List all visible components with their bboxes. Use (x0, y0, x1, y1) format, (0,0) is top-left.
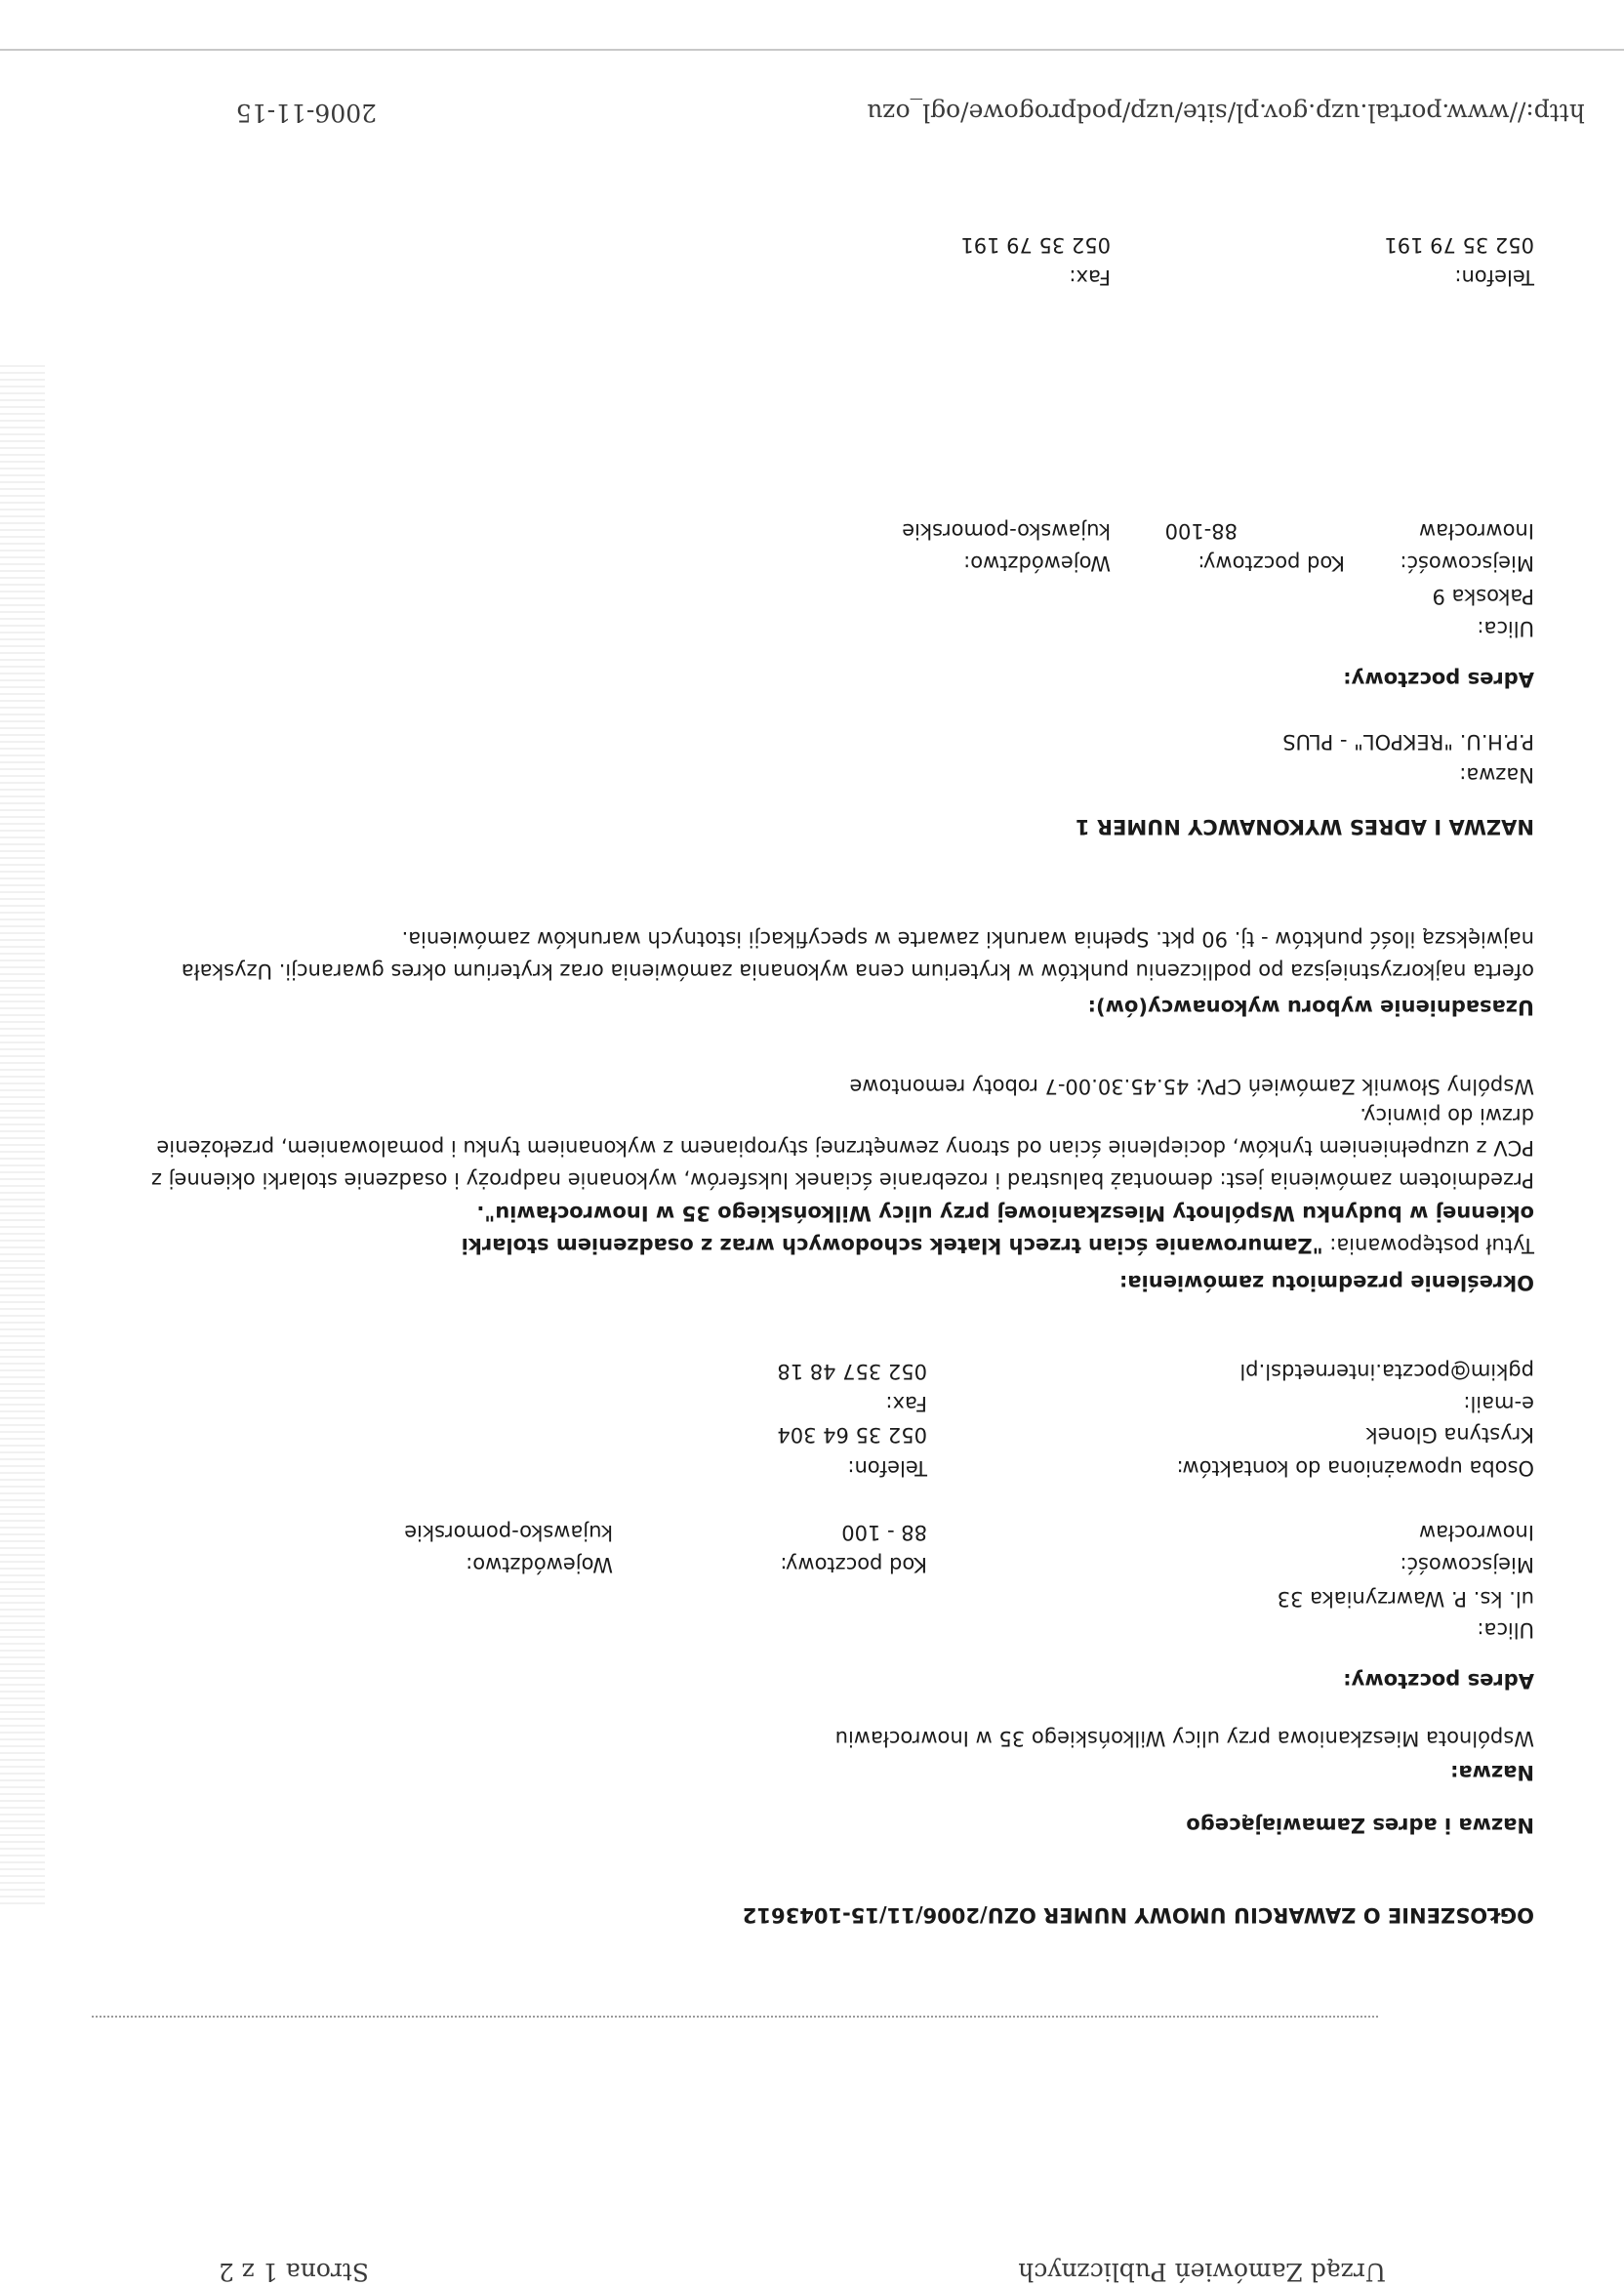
authority-street-label: Ulica: (1477, 1618, 1534, 1642)
contractor-fax-label: Fax: (1069, 265, 1111, 289)
authority-city-label: Miejscowość: (1400, 1553, 1534, 1576)
authority-email-label: e-mail: (1463, 1392, 1534, 1415)
contractor-postal-value: 88-100 (1164, 519, 1238, 543)
authority-voivodeship-label: Województwo: (466, 1553, 613, 1576)
contractor-voivodeship-label: Województwo: (963, 551, 1111, 575)
subject-title-bold-line1: "Zamurowanie ścian trzech klatek schodowych wraz z osadzeniem stolarki (461, 1234, 1323, 1257)
authority-contact-value: Krystyna Glonek (1365, 1423, 1534, 1447)
authority-phone-label: Telefon: (847, 1456, 927, 1480)
subject-title-prefix: Tytuł postępowania: (1322, 1234, 1534, 1257)
justification-text: oferta najkorzystniejsza po podliczeniu punktów w kryterium cena wykonania zamówienia oraz kryterium okres gwarancji. Uzyskała największą ilość punktów - tj. 90 pkt. Spełnia warunki zawarte w specyfikacji istotnych warunków zamówienia. (181, 927, 1534, 983)
contractor-phone-label: Telefon: (1454, 265, 1534, 289)
subject-title-bold-line2: okiennej w budynku Wspólnoty Mieszkaniowej przy ulicy Wilkońskiego 35 w Inowrocławiu". (476, 1202, 1534, 1225)
subject-cpv: Wspólny Słownik Zamówień CPV: 45.45.30.00-7 roboty remontowe (849, 1075, 1534, 1098)
authority-address-heading: Adres pocztowy: (1343, 1669, 1534, 1693)
contractor-street-value: Pakoska 9 (1432, 585, 1534, 608)
header-divider (92, 2016, 1378, 2018)
contractor-postal-label: Kod pocztowy: (1198, 551, 1345, 575)
authority-section-title: Nazwa i adres Zamawiającego (1186, 1814, 1534, 1837)
announcement-title: OGŁOSZENIE O ZAWARCIU UMOWY NUMER OZU/2006/11/15-1043612 (742, 1903, 1534, 1927)
authority-voivodeship-value: kujawsko-pomorskie (404, 1521, 613, 1544)
page-footer-date: 2006-11-15 (235, 99, 377, 127)
contractor-address-heading: Adres pocztowy: (1343, 668, 1534, 691)
subject-title (119, 1197, 1534, 1261)
page-header-page-number: Strona 1 z 2 (218, 2258, 369, 2286)
contractor-fax-value: 052 35 79 191 (960, 233, 1111, 257)
authority-street-value: ul. ks. P. Wawrzyniaka 33 (1277, 1587, 1534, 1611)
contractor-voivodeship-value: kujawsko-pomorskie (902, 519, 1111, 543)
authority-name-label: Nazwa: (1450, 1761, 1534, 1784)
justification-section-title: Uzasadnienie wyboru wykonawcy(ów): (1087, 996, 1534, 1019)
authority-contact-label: Osoba upoważniona do kontaktów: (1176, 1456, 1534, 1480)
contractor-name-label: Nazwa: (1459, 763, 1534, 787)
contractor-city-value: Inowrocław (1418, 519, 1534, 543)
contractor-phone-value: 052 35 79 191 (1384, 233, 1534, 257)
page-header-site: Urząd Zamówień Publicznych (1018, 2258, 1386, 2286)
footer-scan-edge (0, 49, 1624, 51)
authority-fax-label: Fax: (885, 1392, 927, 1415)
authority-email-value: pgkim@poczta.internetdsl.pl (1239, 1360, 1534, 1383)
contractor-name-value: P.P.H.U. "REKPOL" - PLUS (1282, 730, 1534, 754)
subject-description: Przedmiotem zamówienia jest: demontaż balustrad i rozebranie ścianek luksferów, wykonanie nadproży i osadzenie stolarki okiennej z PCV z uzupełnieniem tynków, docieplenie ścian od strony zewnętrznej styropianem z wykonaniem tynku i pomalowaniem, przełożenie drzwi do piwnicy. (150, 1104, 1534, 1192)
subject-section-title: Określenie przedmiotu zamówienia: (1118, 1271, 1534, 1294)
authority-postal-label: Kod pocztowy: (780, 1553, 927, 1576)
contractor-section-title: NAZWA I ADRES WYKONAWCY NUMER 1 (1075, 815, 1534, 838)
scan-noise-strip (0, 365, 45, 1907)
authority-postal-value: 88 - 100 (841, 1521, 927, 1544)
contractor-street-label: Ulica: (1477, 617, 1534, 640)
authority-city-value: Inowrocław (1418, 1521, 1534, 1544)
authority-fax-value: 052 357 48 18 (777, 1360, 927, 1383)
page-footer-url: http://www.portal.uzp.gov.pl/site/uzp/podprogowe/ogl_ozu (867, 99, 1585, 127)
authority-name-value: Wspólnota Mieszkaniowa przy ulicy Wilkońskiego 35 w Inowrocławiu (834, 1727, 1534, 1750)
contractor-city-label: Miejscowość: (1400, 551, 1534, 575)
authority-phone-value: 052 35 64 304 (777, 1423, 927, 1447)
